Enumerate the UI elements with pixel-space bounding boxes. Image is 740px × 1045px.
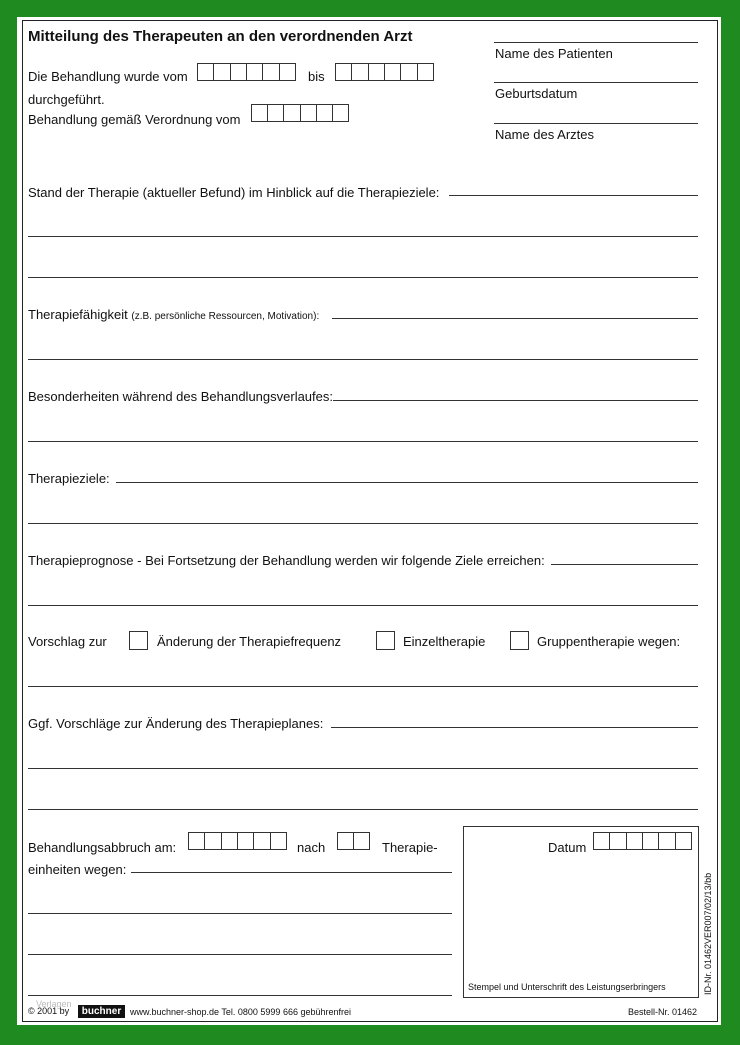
prescription-label: Behandlung gemäß Verordnung vom [28,112,241,127]
stamp-caption: Stempel und Unterschrift des Leistungserbringers [468,982,666,992]
birthdate-line[interactable] [494,82,698,83]
single-therapy-label: Einzeltherapie [403,634,486,649]
ability-hint: (z.B. persönliche Ressourcen, Motivation): [131,311,320,322]
goals-line-2[interactable] [28,523,698,524]
abort-label: Behandlungsabbruch am: [28,840,177,855]
ability-line-1[interactable] [332,318,698,319]
frequency-option-label: Änderung der Therapiefrequenz [157,634,342,649]
proposal-line[interactable] [28,686,698,687]
particulars-label: Besonderheiten während des Behandlungsverlaufes: [28,389,333,404]
prognosis-label: Therapieprognose - Bei Fortsetzung der Behandlung werden wir folgende Ziele erreichen: [28,553,545,568]
status-line-2[interactable] [28,236,698,237]
proposal-label: Vorschlag zur [28,634,107,649]
group-therapy-label: Gruppentherapie wegen: [537,634,681,649]
status-line-1[interactable] [449,195,698,196]
plan-changes-line-1[interactable] [331,727,698,728]
after-label: nach [297,840,326,855]
patient-name-line[interactable] [494,42,698,43]
goals-line-1[interactable] [116,482,698,483]
prescription-date-field[interactable] [251,104,349,122]
status-line-3[interactable] [28,277,698,278]
treatment-to-date-field[interactable] [335,63,434,81]
patient-name-label: Name des Patienten [495,46,613,61]
ability-label [28,308,319,322]
treatment-from-label: Die Behandlung wurde vom [28,69,188,84]
plan-changes-line-3[interactable] [28,809,698,810]
doctor-name-line[interactable] [494,123,698,124]
units-label-2: einheiten wegen: [28,862,127,877]
frequency-checkbox[interactable] [129,631,148,650]
id-number: ID-Nr. 01462VER007/02/13/bb [703,872,713,995]
doctor-name-label: Name des Arztes [495,127,594,142]
units-count-field[interactable] [337,832,370,850]
watermark-text: Verlagen [36,999,72,1009]
treatment-from-date-field[interactable] [197,63,296,81]
abort-reason-line-1[interactable] [131,872,452,873]
units-label-1: Therapie- [382,840,438,855]
abort-reason-line-2[interactable] [28,913,452,914]
contact-text: www.buchner-shop.de Tel. 0800 5999 666 gebührenfrei [130,1007,351,1017]
prognosis-line-1[interactable] [551,564,698,565]
treatment-to-label: bis [308,69,325,84]
status-label: Stand der Therapie (aktueller Befund) im Hinblick auf die Therapieziele: [28,185,440,200]
copyright-text: © 2001 by [28,1006,70,1016]
abort-reason-line-3[interactable] [28,954,452,955]
particulars-line-2[interactable] [28,441,698,442]
date-label: Datum [548,840,587,855]
prognosis-line-2[interactable] [28,605,698,606]
abort-date-field[interactable] [188,832,287,850]
goals-label: Therapieziele: [28,471,110,486]
single-therapy-checkbox[interactable] [376,631,395,650]
birthdate-label: Geburtsdatum [495,86,578,101]
ability-title: Therapiefähigkeit [28,307,128,322]
abort-reason-line-4[interactable] [28,995,452,996]
brand-logo: buchner [78,1005,125,1018]
treatment-performed-label: durchgeführt. [28,92,105,107]
plan-changes-label: Ggf. Vorschläge zur Änderung des Therapieplanes: [28,716,324,731]
form-title: Mitteilung des Therapeuten an den verordnenden Arzt [28,28,413,45]
order-number: Bestell-Nr. 01462 [628,1007,698,1017]
plan-changes-line-2[interactable] [28,768,698,769]
ability-line-2[interactable] [28,359,698,360]
stamp-date-field[interactable] [593,832,692,850]
particulars-line-1[interactable] [333,400,698,401]
group-therapy-checkbox[interactable] [510,631,529,650]
